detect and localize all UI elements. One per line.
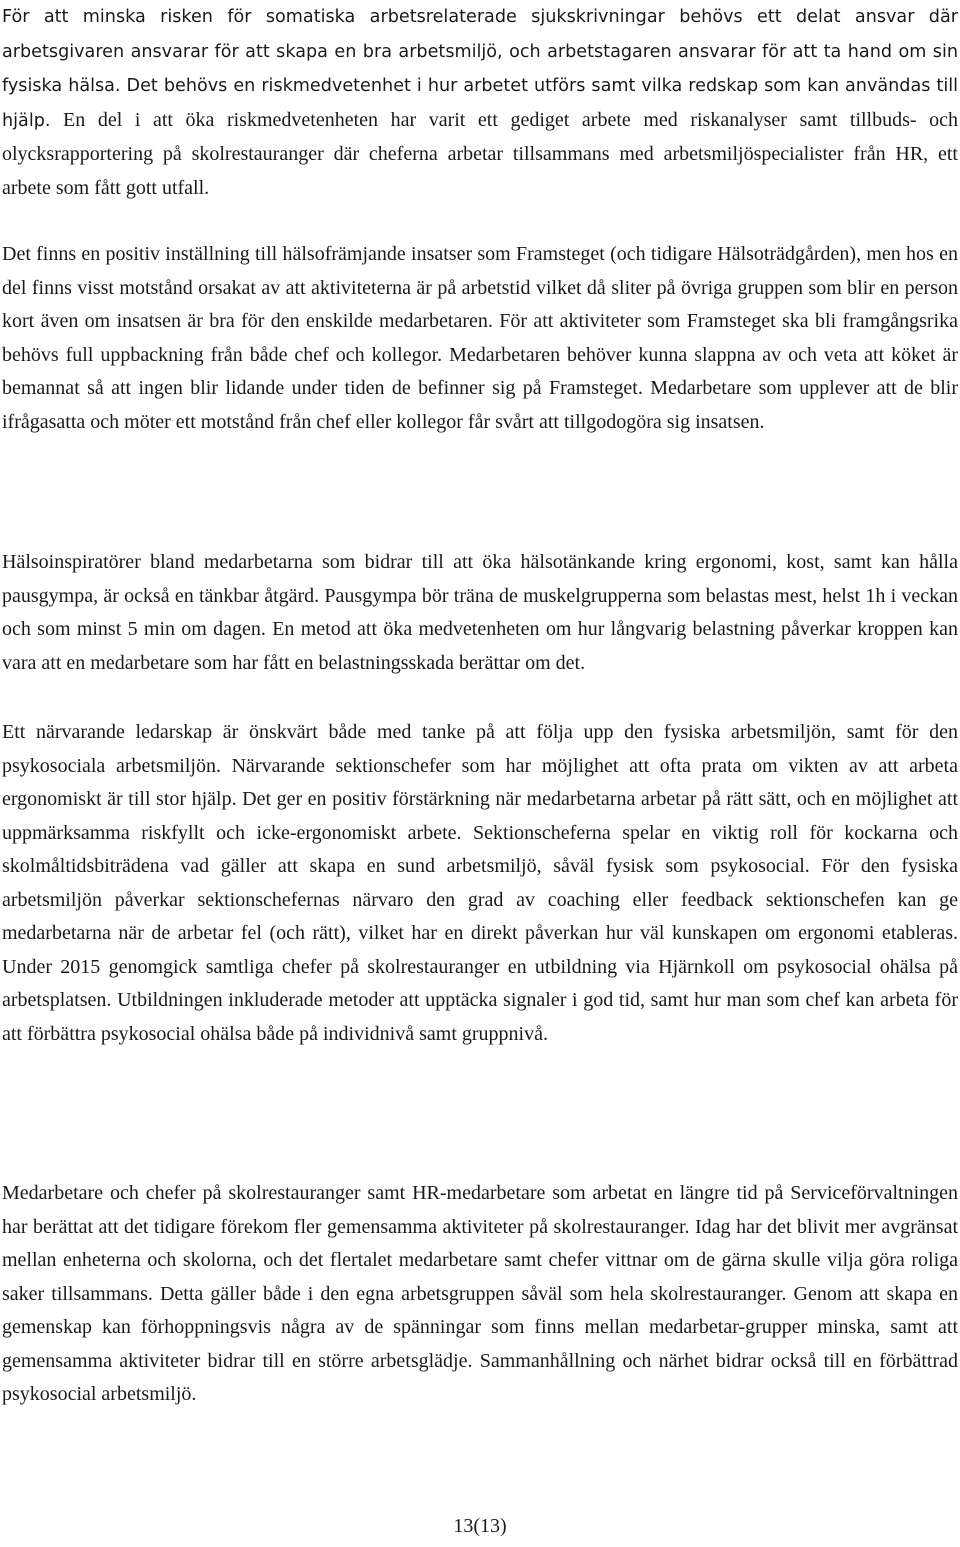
paragraph-1 <box>2 0 958 205</box>
paragraph-2: Det finns en positiv inställning till hälsofrämjande insatser som Framsteget (och tidigare Hälsoträdgården), men hos en del finns visst motstånd orsakat av att aktiviteterna är på arbetstid vilket då sliter på övriga gruppen som blir en person kort även om insatsen är bra för den enskilde medarbetaren. För att aktiviteter som Framsteget ska bli framgångsrika behövs full uppbackning från både chef och kollegor. Medarbetaren behöver kunna slappna av och veta att köket är bemannat så att ingen blir lidande under tiden de befinner sig på Framsteget. Medarbetare som upplever att de blir ifrågasatta och möter ett motstånd från chef eller kollegor får svårt att tillgodogöra sig insatsen. <box>2 243 958 433</box>
page-number: 13(13) <box>453 1515 507 1537</box>
paragraph-3: Hälsoinspiratörer bland medarbetarna som bidrar till att öka hälsotänkande kring ergonomi, kost, samt kan hålla pausgympa, är också en tänkbar åtgärd. Pausgympa bör träna de muskelgrupperna som belastas mest, helst 1h i veckan och som minst 5 min om dagen. En metod att öka medvetenheten om hur långvarig belastning påverkar kroppen kan vara att en medarbetare som har fått en belastningsskada berättar om det. <box>2 551 958 674</box>
paragraph-4: Ett närvarande ledarskap är önskvärt både med tanke på att följa upp den fysiska arbetsmiljön, samt för den psykosociala arbetsmiljön. Närvarande sektionschefer som har möjlighet att ofta prata om vikten av att arbeta ergonomiskt är till stor hjälp. Det ger en positiv förstärkning när medarbetarna arbetar på rätt sätt, och en möjlighet att uppmärksamma riskfyllt och icke-ergonomiskt arbete. Sektionscheferna spelar en viktig roll för kockarna och skolmåltidsbiträdena vad gäller att skapa en sund arbetsmiljö, såväl fysisk som psykosocial. För den fysiska arbetsmiljön påverkar sektionschefernas närvaro den grad av coaching eller feedback sektionschefen kan ge medarbetarna när de arbetar fel (och rätt), vilket har en direkt påverkan hur väl kunskapen om ergonomi etableras. Under 2015 genomgick samtliga chefer på skolrestauranger en utbildning via Hjärnkoll om psykosocial ohälsa på arbetsplatsen. Utbildningen inkluderade metoder att upptäcka signaler i god tid, samt hur man som chef kan arbeta för att förbättra psykosocial ohälsa både på individnivå samt gruppnivå. <box>2 721 958 1045</box>
paragraph-1-sans-part: För att minska risken för somatiska arbetsrelaterade sjukskrivningar behövs ett delat ansvar där arbetsgivaren ansvarar för att skapa en bra arbetsmiljö, och arbetstagaren ansvarar för att ta hand om sin fysiska hälsa. Det behövs en riskmedvetenhet i hur arbetet utförs samt vilka redskap som kan användas till hjälp. <box>2 7 958 131</box>
paragraph-5: Medarbetare och chefer på skolrestauranger samt HR-medarbetare som arbetat en längre tid på Serviceförvaltningen har berättat att det tidigare förekom fler gemensamma aktiviteter på skolrestauranger. Idag har det blivit mer avgränsat mellan enheterna och skolorna, och det flertalet medarbetare samt chefer vittnar om de gärna skulle vilja göra roliga saker tillsammans. Detta gäller både i den egna arbetsgruppen såväl som hela skolrestauranger. Genom att skapa en gemenskap kan förhoppningsvis några av de spänningar som finns mellan medarbetar-grupper minska, samt att gemensamma aktiviteter bidrar till en större arbetsglädje. Sammanhållning och närhet bidrar också till en förbättrad psykosocial arbetsmiljö. <box>2 1182 958 1405</box>
paragraph-1-serif-part: En del i att öka riskmedvetenheten har varit ett gediget arbete med riskanalyser samt tillbuds- och olycksrapportering på skolrestauranger där cheferna arbetar tillsammans med arbetsmiljöspecialister från HR, ett arbete som fått gott utfall. <box>2 108 958 199</box>
